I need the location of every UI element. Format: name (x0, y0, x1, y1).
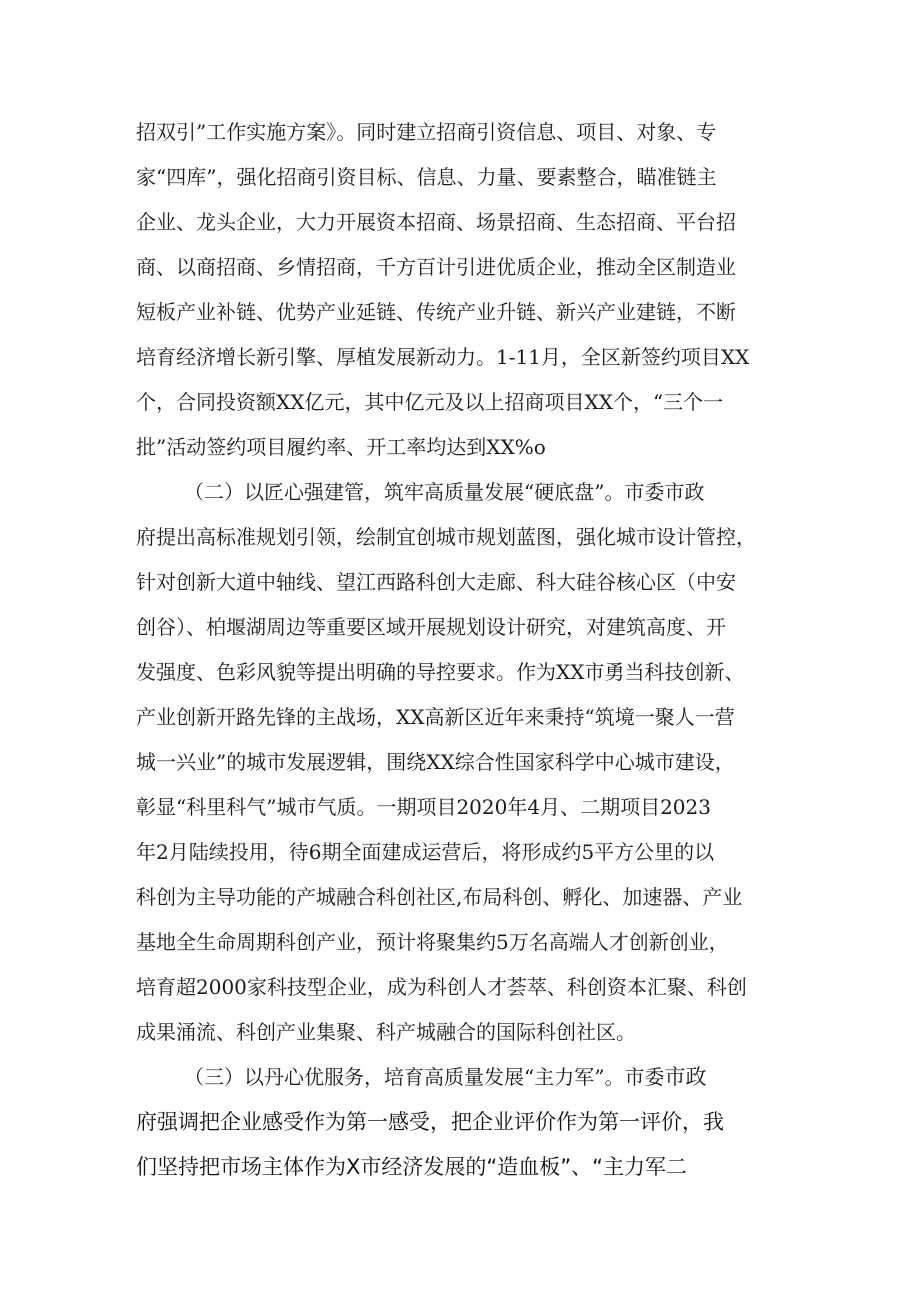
paragraph-line: 城一兴业”的城市发展逻辑，围绕XX综合性国家科学中心城市建设， (136, 750, 735, 774)
paragraph-line: 产业创新开路先锋的主战场，XX高新区近年来秉持“筑境一聚人一营 (136, 705, 735, 729)
paragraph-line: 创谷）、柏堰湖周边等重要区域开展规划设计研究，对建筑高度、开 (136, 615, 726, 639)
paragraph-line: 府提出高标准规划引领，绘制宜创城市规划蓝图，强化城市设计管控， (136, 525, 756, 549)
paragraph-line: 们坚持把市场主体作为X市经济发展的“造血板”、“主力军二 (136, 1155, 688, 1179)
heading-text-sans: 市政 (664, 1065, 707, 1089)
paragraph-line: 短板产业补链、优势产业延链、传统产业升链、新兴产业建链，不断 (136, 300, 736, 324)
paragraph-line: 批”活动签约项目履约率、开工率均达到XX%o (136, 435, 546, 459)
paragraph-line: 科创为主导功能的产城融合科创社区,布局科创、孵化、加速器、产业 (136, 885, 743, 909)
paragraph-line: 年2月陆续投用，待6期全面建成运营后，将形成约5平方公里的以 (136, 840, 715, 864)
paragraph-line: 商、以商招商、乡情招商，千方百计引进优质企业，推动全区制造业 (136, 255, 736, 279)
section-heading-line: （二）以匠心强建管，筑牢高质量发展“硬底盘”。市委市政 (184, 480, 705, 504)
paragraph-line: 发强度、色彩风貌等提出明确的导控要求。作为XX市勇当科技创新、 (136, 660, 745, 684)
paragraph-line: 个，合同投资额XX亿元，其中亿元及以上招商项目XX个，“三个一 (136, 390, 724, 414)
paragraph-line: 成果涌流、科创产业集聚、科产城融合的国际科创社区。 (136, 1020, 636, 1044)
paragraph-line: 培育经济增长新引擎、厚植发展新动力。1-11月，全区新签约项目XX (136, 345, 750, 369)
section-heading-line (184, 1057, 844, 1097)
heading-text-serif: （三）以丹心优服务，培育高质量发展“主力军”。市委 (184, 1065, 665, 1089)
paragraph-line: 针对创新大道中轴线、望江西路科创大走廊、科大硅谷核心区（中安 (136, 570, 736, 594)
paragraph-line: 基地全生命周期科创产业，预计将聚集约5万名高端人才创新创业， (136, 930, 729, 954)
paragraph-line: 招双引”工作实施方案》。同时建立招商引资信息、项目、对象、专 (136, 120, 717, 144)
paragraph-line: 家“四库”，强化招商引资目标、信息、力量、要素整合，瞄准链主 (136, 165, 717, 189)
paragraph-line: 府强调把企业感受作为第一感受，把企业评价作为第一评价，我 (136, 1110, 724, 1134)
paragraph-line: 彰显“科里科气”城市气质。一期项目2020年4月、二期项目2023 (136, 795, 711, 819)
paragraph-line: 企业、龙头企业，大力开展资本招商、场景招商、生态招商、平台招 (136, 210, 736, 234)
paragraph-line: 培育超2000家科技型企业，成为科创人才荟萃、科创资本汇聚、科创 (136, 975, 747, 999)
